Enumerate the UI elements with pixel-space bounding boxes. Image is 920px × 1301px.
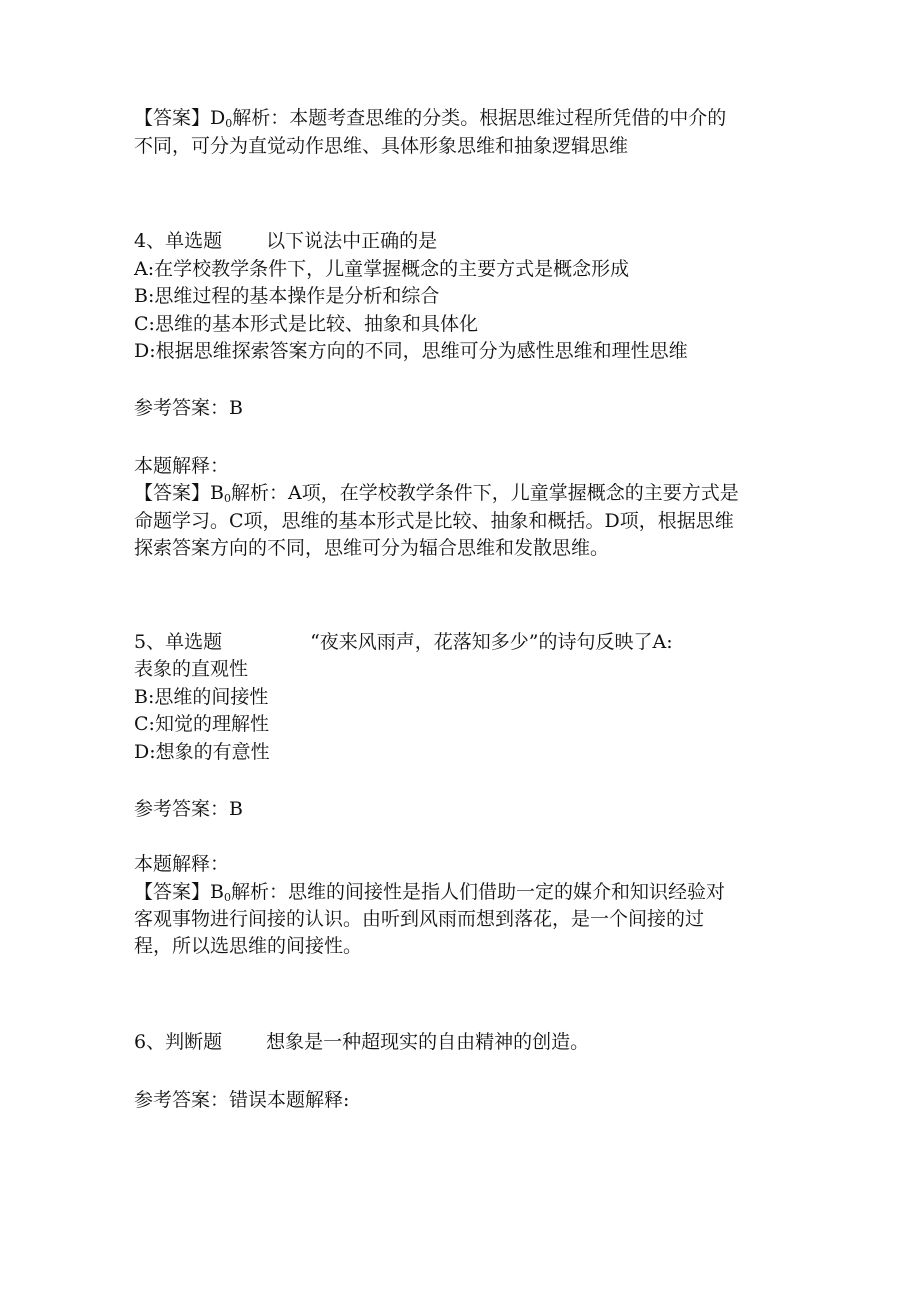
q3-answer-subscript: 0 (225, 117, 233, 130)
q3-explanation-line-2: 不同，可分为直觉动作思维、具体形象思维和抽象逻辑思维 (134, 135, 629, 157)
q4-option-d: D:根据思维探索答案方向的不同，思维可分为感性思维和理性思维 (134, 340, 688, 362)
q4-explanation-line-2: 命题学习。C项，思维的基本形式是比较、抽象和概括。D项，根据思维 (134, 510, 734, 532)
q5-answer-subscript: 0 (223, 891, 231, 904)
q5-option-c: C:知觉的理解性 (134, 713, 269, 735)
q3-explanation-text: 解析：本题考查思维的分类。根据思维过程所凭借的中介的 (232, 107, 727, 129)
q4-option-c: C:思维的基本形式是比较、抽象和具体化 (134, 313, 478, 335)
q5-number-type: 5、单选题 (134, 631, 223, 653)
q5-option-d: D:想象的有意性 (134, 741, 270, 763)
q6-stem: 想象是一种超现实的自由精神的创造。 (266, 1031, 590, 1053)
q5-answer-prefix: 【答案】B (134, 881, 224, 903)
q5-answer: 参考答案：B (134, 798, 243, 820)
q4-explanation-line-3: 探索答案方向的不同，思维可分为辐合思维和发散思维。 (134, 537, 610, 559)
q4-number-type: 4、单选题 (134, 230, 223, 252)
q4-explanation-text: 解析：A项，在学校教学条件下，儿童掌握概念的主要方式是 (230, 482, 739, 504)
q4-stem: 以下说法中正确的是 (266, 230, 438, 252)
q6-number-type: 6、判断题 (134, 1031, 223, 1053)
q4-title (134, 228, 437, 254)
q5-option-b: B:思维的间接性 (134, 686, 269, 708)
q4-option-a: A:在学校教学条件下，儿童掌握概念的主要方式是概念形成 (134, 258, 630, 280)
q5-explanation-text: 解析：思维的间接性是指人们借助一定的媒介和知识经验对 (230, 881, 725, 903)
q6-answer-line: 参考答案：错误本题解释: (134, 1089, 350, 1111)
q4-explanation-heading: 本题解释： (134, 455, 230, 477)
q5-title (134, 629, 673, 655)
q5-option-a: 表象的直观性 (134, 658, 249, 680)
q4-answer-prefix: 【答案】B (134, 482, 224, 504)
q4-answer: 参考答案：B (134, 397, 243, 419)
q3-answer-prefix: 【答案】D (134, 107, 226, 129)
q4-answer-subscript: 0 (223, 492, 231, 505)
q5-stem: “夜来风雨声，花落知多少”的诗句反映了A: (310, 631, 673, 653)
q4-option-b: B:思维过程的基本操作是分析和综合 (134, 285, 440, 307)
q5-explanation-line-2: 客观事物进行间接的认识。由听到风雨而想到落花，是一个间接的过 (134, 908, 705, 930)
q6-title (134, 1029, 589, 1055)
q5-explanation-line-3: 程，所以选思维的间接性。 (134, 935, 363, 957)
q5-explanation-heading: 本题解释： (134, 853, 230, 875)
